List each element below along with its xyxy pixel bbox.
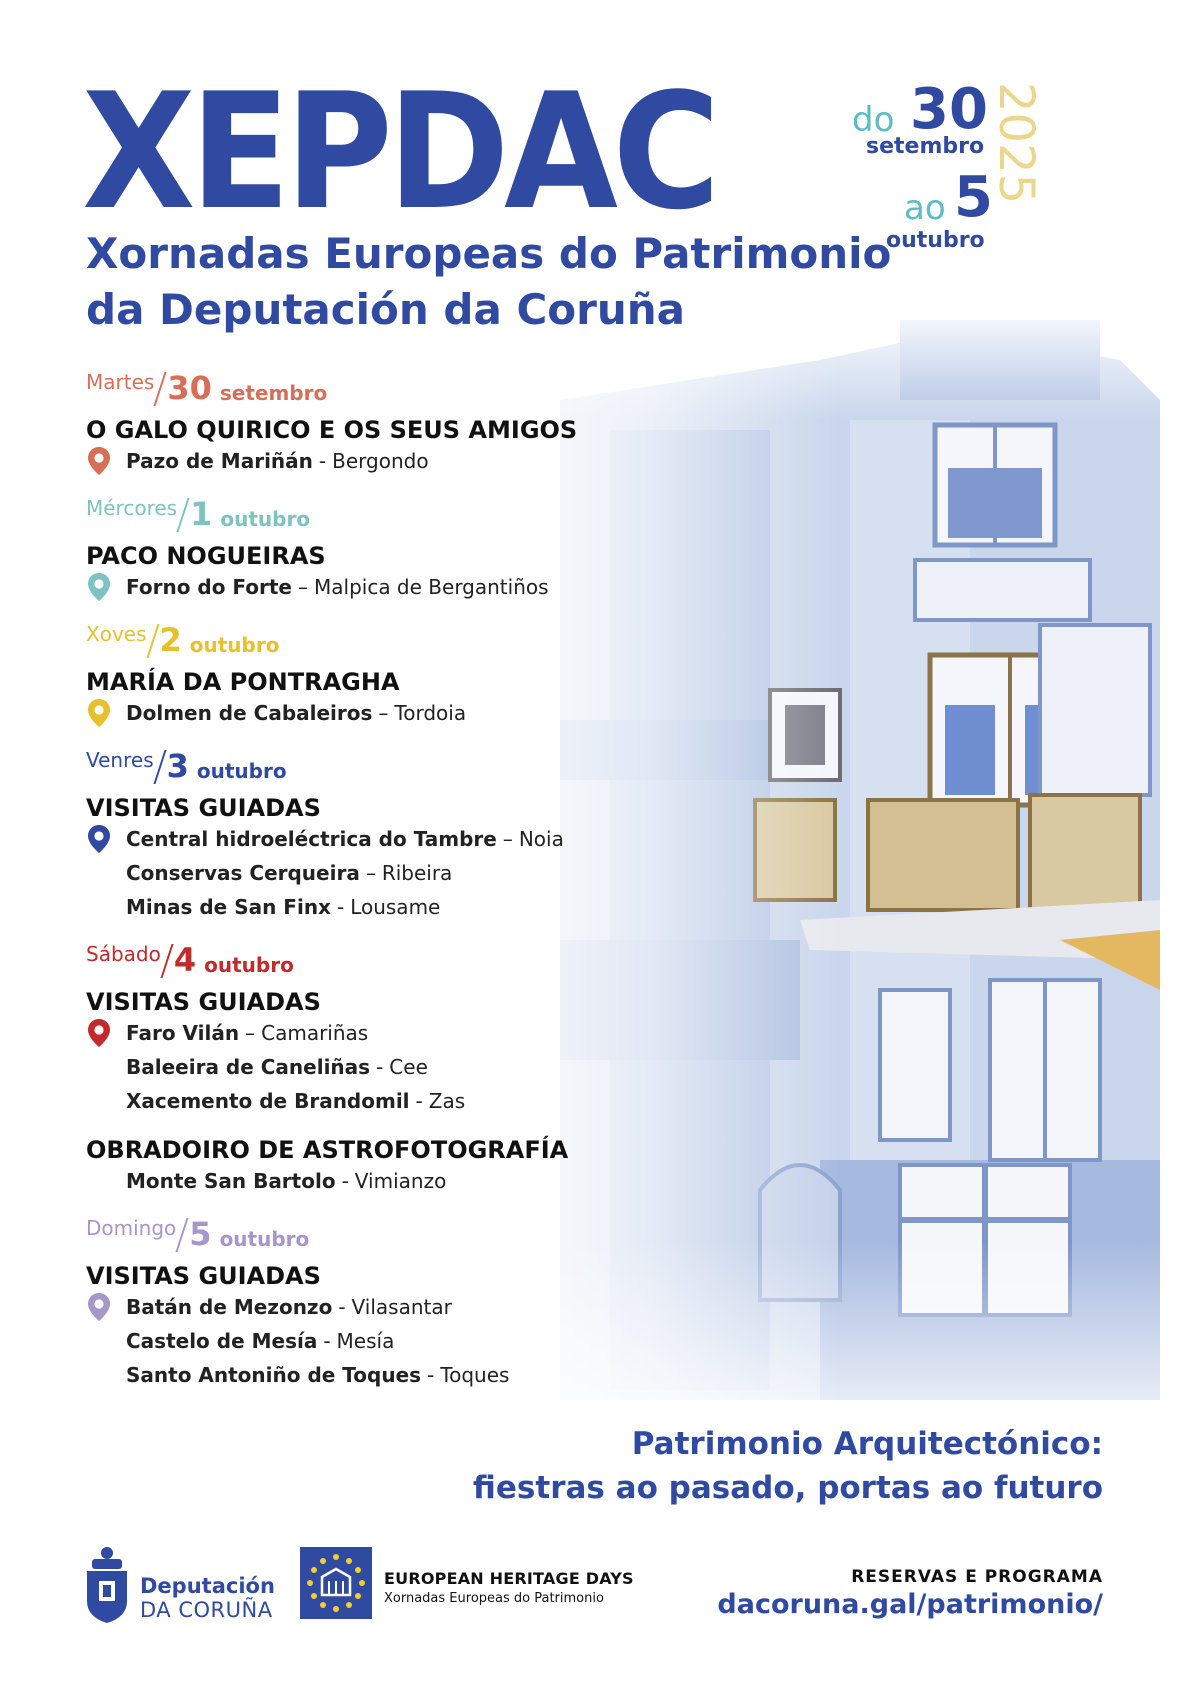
town-name: Lousame bbox=[350, 895, 441, 919]
venue-separator: - bbox=[323, 1329, 331, 1353]
day-heading bbox=[86, 366, 646, 406]
year-text: 2025 bbox=[988, 82, 1044, 205]
event-locations bbox=[86, 444, 646, 478]
day-heading bbox=[86, 744, 646, 784]
location-item bbox=[86, 1050, 646, 1084]
event-locations bbox=[86, 822, 646, 924]
deputacion-name: Deputación bbox=[140, 1574, 275, 1598]
european-heritage-days-logo-icon bbox=[300, 1547, 372, 1619]
venue-name: Batán de Mezonzo bbox=[126, 1295, 333, 1319]
event-title: MARÍA DA PONTRAGHA bbox=[86, 668, 400, 696]
event-locations bbox=[86, 1290, 646, 1392]
event-locations bbox=[86, 1016, 646, 1118]
month-label: outubro bbox=[196, 759, 287, 783]
date-from-day: 30 bbox=[910, 77, 988, 142]
venue-separator: – bbox=[378, 701, 389, 725]
location-item bbox=[86, 444, 646, 478]
schedule-day bbox=[86, 492, 646, 604]
date-slash-divider bbox=[176, 1218, 189, 1252]
reservations-link[interactable]: dacoruna.gal/patrimonio/ bbox=[717, 1589, 1103, 1620]
day-number: 5 bbox=[189, 1215, 212, 1253]
day-events bbox=[86, 542, 646, 604]
date-from-month: setembro bbox=[866, 134, 985, 159]
weekday-label: Venres bbox=[86, 748, 154, 772]
location-item bbox=[86, 1016, 646, 1050]
day-events bbox=[86, 668, 646, 730]
month-label: outubro bbox=[189, 633, 280, 657]
venue-separator: – bbox=[365, 861, 376, 885]
event-title: O GALO QUIRICO E OS SEUS AMIGOS bbox=[86, 416, 578, 444]
town-name: Tordoia bbox=[394, 701, 467, 725]
location-item bbox=[86, 856, 646, 890]
town-name: Toques bbox=[440, 1363, 510, 1387]
date-to-day: 5 bbox=[954, 165, 993, 230]
location-item bbox=[86, 1084, 646, 1118]
event-locations bbox=[86, 696, 646, 730]
day-number: 4 bbox=[173, 941, 197, 979]
date-slash-divider bbox=[154, 372, 167, 406]
day-heading bbox=[86, 938, 646, 978]
month-label: outubro bbox=[204, 953, 294, 977]
schedule-day bbox=[86, 1212, 646, 1392]
event-subtitle bbox=[86, 226, 906, 338]
town-name: Zas bbox=[428, 1089, 466, 1113]
venue-name: Xacemento de Brandomil bbox=[126, 1089, 410, 1113]
venue-name: Monte San Bartolo bbox=[126, 1169, 336, 1193]
venue-name: Forno do Forte bbox=[126, 575, 292, 599]
day-events bbox=[86, 794, 646, 924]
event-title: VISITAS GUIADAS bbox=[86, 794, 321, 822]
location-item bbox=[86, 890, 646, 924]
schedule-day bbox=[86, 366, 646, 478]
date-slash-divider bbox=[177, 498, 190, 532]
month-label: outubro bbox=[219, 1227, 310, 1251]
location-item bbox=[86, 822, 646, 856]
venue-separator: - bbox=[338, 1295, 346, 1319]
day-number: 1 bbox=[190, 495, 213, 533]
venue-name: Baleeira de Caneliñas bbox=[126, 1055, 371, 1079]
venue-separator: - bbox=[415, 1089, 423, 1113]
deputacion-sub: DA CORUÑA bbox=[140, 1598, 273, 1622]
event-title: OBRADOIRO DE ASTROFOTOGRAFÍA bbox=[86, 1136, 569, 1164]
weekday-label: Mércores bbox=[86, 496, 178, 520]
location-item bbox=[86, 570, 646, 604]
day-number: 2 bbox=[159, 621, 182, 659]
map-pin-icon bbox=[86, 698, 112, 728]
date-slash-divider bbox=[153, 750, 166, 784]
theme-tagline bbox=[473, 1422, 1103, 1510]
event bbox=[86, 794, 646, 924]
footer bbox=[0, 1545, 1191, 1665]
venue-separator: - bbox=[427, 1363, 435, 1387]
schedule-day bbox=[86, 618, 646, 730]
venue-name: Faro Vilán bbox=[126, 1021, 240, 1045]
event-title: PACO NOGUEIRAS bbox=[86, 542, 326, 570]
day-number: 3 bbox=[166, 747, 189, 785]
event-title: VISITAS GUIADAS bbox=[86, 988, 321, 1016]
day-events bbox=[86, 988, 646, 1198]
weekday-label: Xoves bbox=[86, 622, 147, 646]
weekday-label: Martes bbox=[86, 370, 155, 394]
weekday-label: Sábado bbox=[86, 942, 161, 966]
venue-name: Dolmen de Cabaleiros bbox=[126, 701, 373, 725]
subtitle-line-1: Xornadas Europeas do Patrimonio bbox=[86, 229, 892, 278]
town-name: Mesía bbox=[336, 1329, 395, 1353]
day-heading bbox=[86, 1212, 646, 1252]
town-name: Vimianzo bbox=[354, 1169, 447, 1193]
day-heading bbox=[86, 492, 646, 532]
date-to-month: outubro bbox=[886, 228, 985, 253]
venue-separator: - bbox=[318, 449, 327, 473]
location-item bbox=[86, 1358, 646, 1392]
venue-separator: – bbox=[298, 575, 308, 599]
venue-name: Conservas Cerqueira bbox=[126, 861, 360, 885]
day-events bbox=[86, 416, 646, 478]
weekday-label: Domingo bbox=[86, 1216, 177, 1240]
day-number: 30 bbox=[167, 369, 212, 407]
venue-separator: - bbox=[341, 1169, 349, 1193]
venue-name: Central hidroeléctrica do Tambre bbox=[126, 827, 497, 851]
venue-name: Castelo de Mesía bbox=[126, 1329, 318, 1353]
reservations-label: RESERVAS E PROGRAMA bbox=[851, 1567, 1103, 1587]
month-label: outubro bbox=[220, 507, 311, 531]
location-item bbox=[86, 1290, 646, 1324]
date-slash-divider bbox=[160, 944, 173, 978]
town-name: Camariñas bbox=[261, 1021, 369, 1045]
event bbox=[86, 1136, 646, 1198]
event bbox=[86, 668, 646, 730]
month-label: setembro bbox=[219, 381, 328, 405]
town-name: Vilasantar bbox=[351, 1295, 452, 1319]
map-pin-icon bbox=[86, 446, 112, 476]
map-pin-icon bbox=[86, 1018, 112, 1048]
xepdac-logo: XEPDAC bbox=[82, 58, 715, 245]
event bbox=[86, 988, 646, 1118]
event bbox=[86, 542, 646, 604]
tagline-line-2: fiestras ao pasado, portas ao futuro bbox=[472, 1470, 1103, 1506]
venue-name: Minas de San Finx bbox=[126, 895, 331, 919]
town-name: Noia bbox=[518, 827, 564, 851]
venue-separator: – bbox=[245, 1021, 256, 1045]
event bbox=[86, 416, 646, 478]
subtitle-line-2: da Deputación da Coruña bbox=[86, 285, 685, 334]
schedule-list bbox=[86, 366, 646, 1392]
ehd-title: EUROPEAN HERITAGE DAYS bbox=[384, 1569, 634, 1588]
town-name: Ribeira bbox=[381, 861, 453, 885]
day-heading bbox=[86, 618, 646, 658]
tagline-line-1: Patrimonio Arquitectónico: bbox=[631, 1426, 1103, 1462]
event-locations bbox=[86, 1164, 646, 1198]
ehd-subtitle: Xornadas Europeas do Patrimonio bbox=[384, 1591, 604, 1606]
town-name: Malpica de Bergantiños bbox=[314, 575, 549, 599]
map-pin-icon bbox=[86, 824, 112, 854]
town-name: Bergondo bbox=[332, 449, 429, 473]
town-name: Cee bbox=[389, 1055, 428, 1079]
venue-name: Santo Antoniño de Toques bbox=[126, 1363, 422, 1387]
schedule-day bbox=[86, 938, 646, 1198]
date-slash-divider bbox=[146, 624, 159, 658]
location-item bbox=[86, 696, 646, 730]
location-item bbox=[86, 1164, 646, 1198]
venue-name: Pazo de Mariñán bbox=[126, 449, 313, 473]
day-events bbox=[86, 1262, 646, 1392]
event-locations bbox=[86, 570, 646, 604]
map-pin-icon bbox=[86, 572, 112, 602]
event-title: VISITAS GUIADAS bbox=[86, 1262, 321, 1290]
schedule-day bbox=[86, 744, 646, 924]
date-from-word: do bbox=[852, 100, 895, 140]
map-pin-icon bbox=[86, 1292, 112, 1322]
venue-separator: – bbox=[502, 827, 513, 851]
venue-separator: - bbox=[376, 1055, 384, 1079]
date-to-word: ao bbox=[904, 188, 946, 228]
location-item bbox=[86, 1324, 646, 1358]
event bbox=[86, 1262, 646, 1392]
deputacion-coat-of-arms-icon bbox=[82, 1545, 132, 1625]
venue-separator: - bbox=[336, 895, 345, 919]
